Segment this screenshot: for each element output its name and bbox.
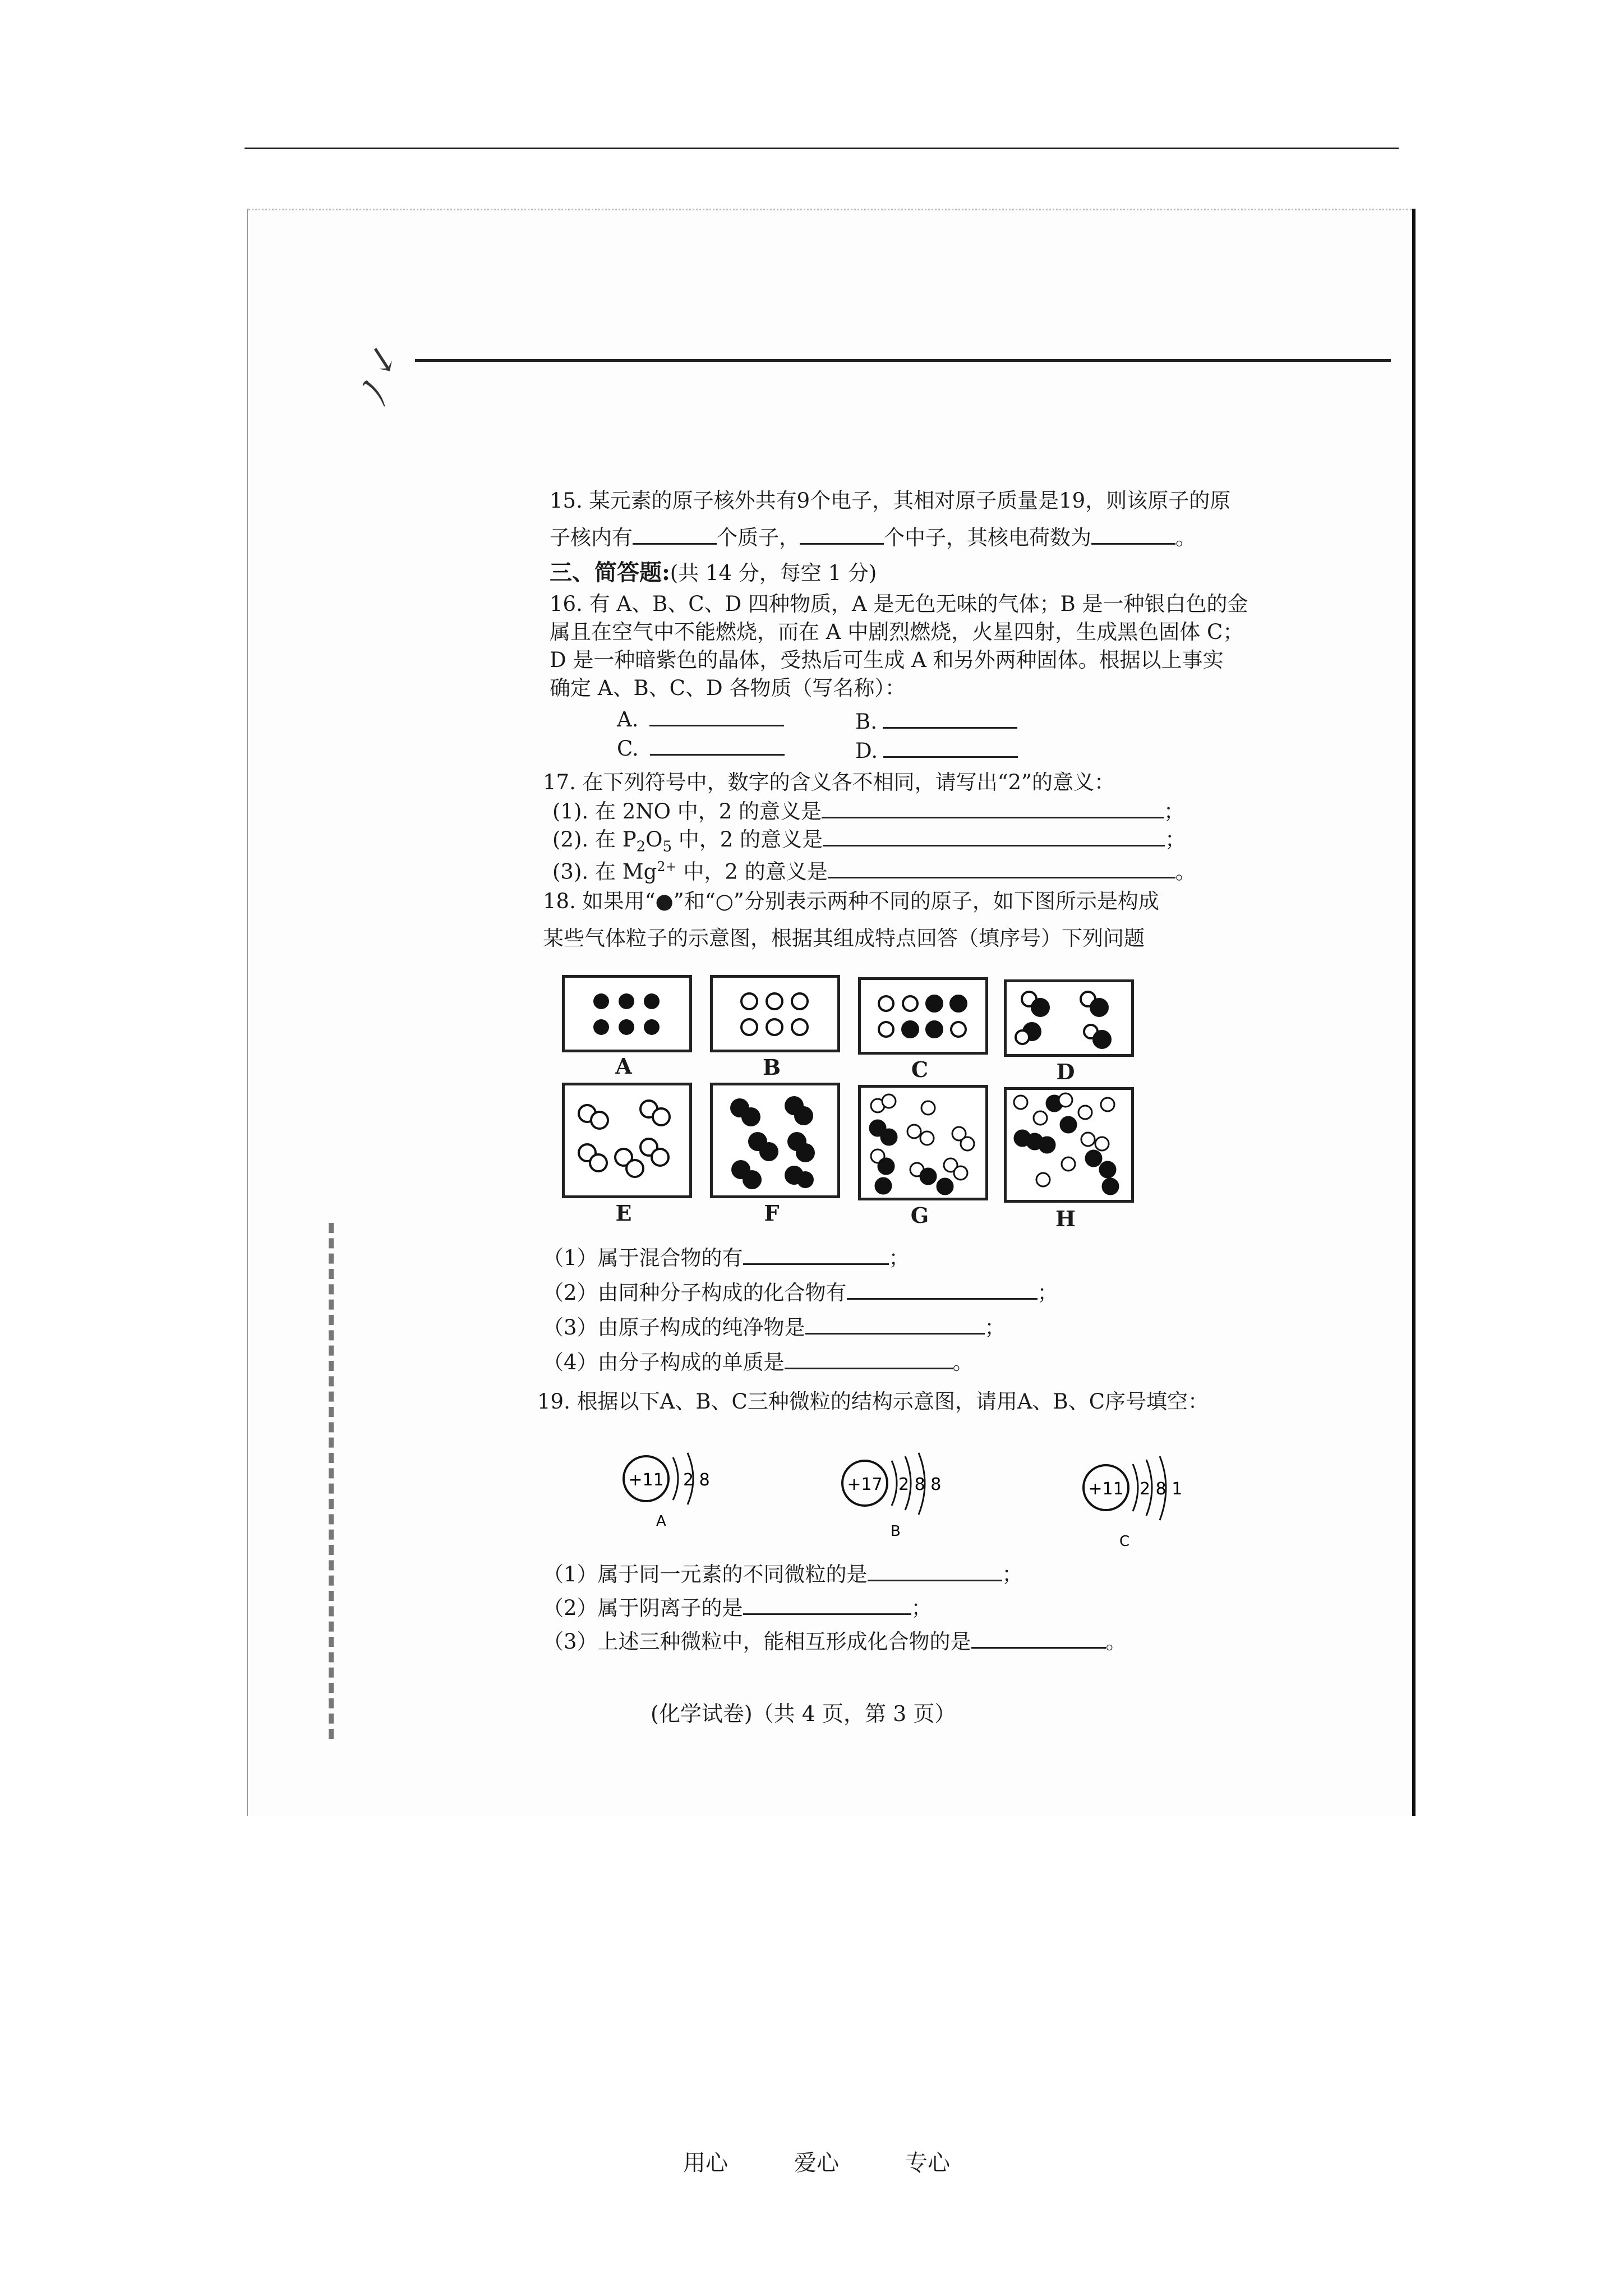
q17-sub3: (3). 在 $Mg^{2+}$ 中，2 的意义是 。 xyxy=(552,853,1196,886)
particle-box-f xyxy=(710,1083,840,1198)
particle-g-svg xyxy=(861,1088,985,1198)
q19-line1: 19. 根据以下A、B、C三种微粒的结构示意图，请用A、B、C序号填空： xyxy=(537,1389,1209,1414)
q17-blank-2[interactable] xyxy=(823,825,1165,846)
particle-e-svg xyxy=(565,1085,689,1195)
particle-box-h xyxy=(1004,1087,1134,1203)
q19-sub1: （1）属于同一元素的不同微粒的是 ； xyxy=(543,1559,1023,1589)
q19-blank-3[interactable] xyxy=(971,1627,1106,1649)
particle-label-g: G xyxy=(910,1203,929,1228)
q18-blank-3[interactable] xyxy=(805,1313,985,1335)
particle-f-svg xyxy=(713,1085,837,1195)
q15-blank-charge[interactable] xyxy=(1091,523,1175,545)
svg-text:2 8 8: 2 8 8 xyxy=(898,1475,942,1494)
atom-diagram-a xyxy=(617,1442,729,1531)
svg-text:+11: +11 xyxy=(1088,1479,1124,1499)
scan-left-edge xyxy=(247,209,248,1816)
particle-b-svg xyxy=(713,978,837,1050)
q18-sub2: （2）由同种分子构成的化合物有 ； xyxy=(543,1278,1058,1307)
scan-right-edge xyxy=(1412,209,1415,1816)
q15-blank-protons[interactable] xyxy=(633,523,717,545)
particle-h-svg xyxy=(1007,1090,1131,1200)
particle-label-d: D xyxy=(1056,1059,1075,1084)
q16-answer-a: A. xyxy=(617,705,784,734)
particle-label-c: C xyxy=(911,1057,929,1082)
particle-box-d xyxy=(1004,979,1134,1057)
header-rule xyxy=(245,148,1399,149)
q17-sub1: (1). 在 2NO 中，2 的意义是 ； xyxy=(552,797,1184,826)
particle-box-a xyxy=(562,975,692,1052)
q19-blank-1[interactable] xyxy=(868,1559,1002,1581)
q16-blank-c[interactable] xyxy=(650,734,785,756)
q17-line1: 17. 在下列符号中，数字的含义各不相同，请写出“2”的意义： xyxy=(543,770,1115,794)
particle-label-h: H xyxy=(1055,1206,1076,1231)
q16-line2: 属且在空气中不能燃烧，而在 A 中剧烈燃烧，火星四射，生成黑色固体 C； xyxy=(550,620,1244,644)
atom-diagram-c xyxy=(1077,1451,1211,1552)
particle-a-svg xyxy=(565,978,689,1050)
particle-c-svg xyxy=(861,980,985,1052)
page-footer: (化学试卷)（共 4 页，第 3 页） xyxy=(651,1701,956,1726)
particle-label-e: E xyxy=(615,1200,632,1226)
q19-blank-2[interactable] xyxy=(743,1593,911,1615)
particle-label-a: A xyxy=(615,1053,632,1079)
particle-box-c xyxy=(858,977,988,1055)
q19-sub3: （3）上述三种微粒中，能相互形成化合物的是 。 xyxy=(543,1627,1127,1656)
particle-label-f: F xyxy=(764,1200,780,1226)
q16-answer-c: C. xyxy=(617,734,785,763)
q18-sub4: （4）由分子构成的单质是 。 xyxy=(543,1347,974,1377)
q17-blank-3[interactable] xyxy=(828,857,1175,878)
q16-answer-d: D. xyxy=(855,736,1018,765)
particle-box-e xyxy=(562,1083,692,1198)
q16-line1: 16. 有 A、B、C、D 四种物质，A 是无色无味的气体；B 是一种银白色的金 xyxy=(550,592,1248,616)
particle-box-b xyxy=(710,975,840,1052)
svg-text:C: C xyxy=(1119,1533,1130,1550)
scan-top-edge xyxy=(248,209,1412,210)
q16-answer-b: B. xyxy=(855,707,1017,736)
q18-blank-2[interactable] xyxy=(847,1278,1038,1300)
q15-blank-neutrons[interactable] xyxy=(800,523,884,545)
section3-heading: 三、简答题:(共 14 分，每空 1 分) xyxy=(550,559,877,586)
particle-label-b: B xyxy=(762,1055,781,1080)
q17-sub2: (2). 在 $P_2O_5$ 中，2 的意义是 ； xyxy=(552,825,1186,861)
q16-blank-a[interactable] xyxy=(649,705,784,726)
slogan-3: 专心 xyxy=(905,2150,950,2176)
particle-d-svg xyxy=(1007,982,1131,1054)
q17-blank-1[interactable] xyxy=(822,797,1164,818)
q16-blank-b[interactable] xyxy=(883,707,1017,729)
q16-line4: 确定 A、B、C、D 各物质（写名称）： xyxy=(550,676,906,700)
q18-sub3: （3）由原子构成的纯净物是 ； xyxy=(543,1313,1006,1342)
svg-text:B: B xyxy=(891,1523,901,1540)
seal-line xyxy=(415,359,1391,362)
q18-line2: 某些气体粒子的示意图，根据其组成特点回答（填序号）下列问题 xyxy=(543,926,1145,950)
svg-text:+17: +17 xyxy=(847,1475,883,1494)
q15-line2: 子核内有 个质子， 个中子，其核电荷数为 。 xyxy=(550,523,1196,552)
slogan-1: 用心 xyxy=(683,2150,728,2176)
q18-sub1: （1）属于混合物的有 ； xyxy=(543,1243,910,1272)
svg-text:2 8 1: 2 8 1 xyxy=(1140,1479,1183,1499)
margin-pen-mark: ノ↙ xyxy=(351,341,406,414)
q18-blank-4[interactable] xyxy=(785,1347,953,1369)
q15-line1: 15. 某元素的原子核外共有9个电子，其相对原子质量是19，则该原子的原 xyxy=(550,489,1231,513)
atom-diagram-b xyxy=(836,1446,970,1542)
svg-text:2 8: 2 8 xyxy=(683,1470,710,1490)
svg-text:+11: +11 xyxy=(628,1470,664,1490)
binding-dashed-line xyxy=(329,1223,334,1739)
q19-sub2: （2）属于阴离子的是 ； xyxy=(543,1593,932,1622)
particle-box-g xyxy=(858,1085,988,1200)
svg-text:A: A xyxy=(656,1513,666,1530)
q16-blank-d[interactable] xyxy=(883,736,1018,758)
q16-line3: D 是一种暗紫色的晶体，受热后可生成 A 和另外两种固体。根据以上事实 xyxy=(550,648,1224,672)
slogan-2: 爱心 xyxy=(794,2150,839,2176)
q18-blank-1[interactable] xyxy=(743,1243,889,1265)
q18-line1: 18. 如果用“●”和“○”分别表示两种不同的原子，如下图所示是构成 xyxy=(543,889,1159,913)
